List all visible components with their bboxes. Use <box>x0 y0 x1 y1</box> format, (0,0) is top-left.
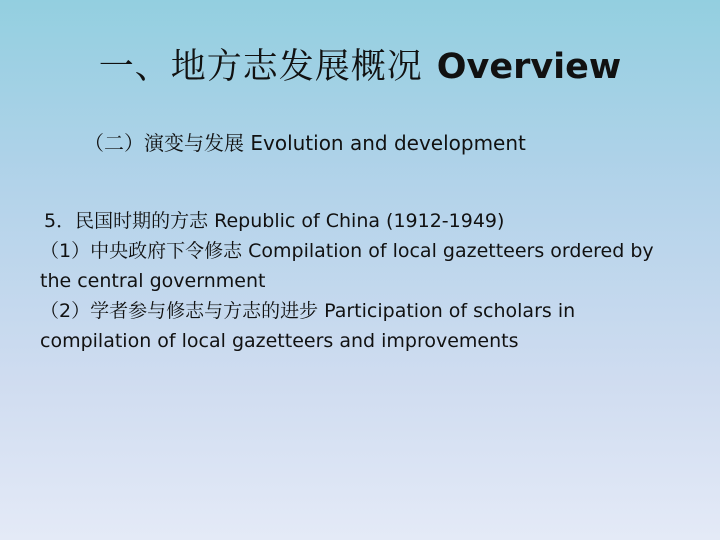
point-republic-of-china: 5．民国时期的方志 Republic of China (1912-1949) <box>44 210 505 232</box>
title-chinese: 一、地方志发展概况 <box>98 47 423 87</box>
slide-body <box>40 206 684 356</box>
point-central-government: （1）中央政府下令修志 Compilation of local gazetteers ordered by the central government <box>40 240 654 292</box>
point-scholars-participation: （2）学者参与修志与方志的进步 Participation of scholars in compilation of local gazetteers and improvements <box>40 300 576 352</box>
title-english: Overview <box>436 47 622 87</box>
slide-title <box>0 44 720 90</box>
slide-subtitle: （二）演变与发展 Evolution and development <box>84 131 526 155</box>
